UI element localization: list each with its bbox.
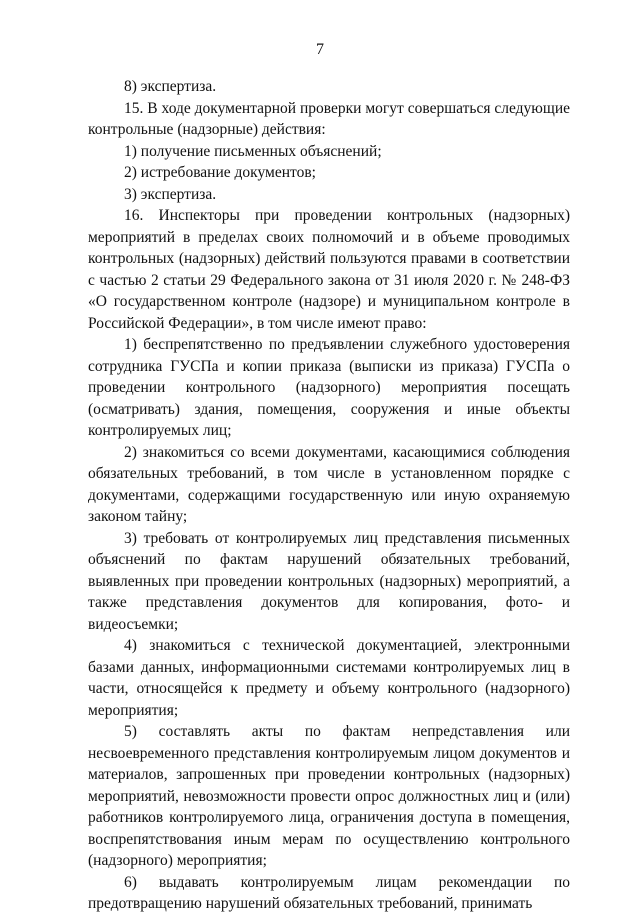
list-item-expertise-3: 3) экспертиза. [124,185,217,203]
list-item-expertise-8: 8) экспертиза. [124,78,217,95]
page-number: 7 [316,41,324,58]
right-item-1: 1) беспрепятственно по предъявлении служебного удостоверения сотрудника ГУСПа и копии приказа (выписки из приказа) ГУСПа о проведении контрольного (надзорного) мероприятия посещать (осматривать) здания, помещения, сооружения и иные объекты контролируемых лиц; [88,336,570,439]
list-item-document-request: 2) истребование документов; [124,164,316,181]
right-item-4: 4) знакомиться с технической документацией, электронными базами данных, информационными системами контролируемых лиц в части, относящейся к предмету и объему контрольного (надзорного) мероприятия; [88,637,570,719]
document-body [88,76,570,915]
right-item-3: 3) требовать от контролируемых лиц представления письменных объяснений по фактам нарушений обязательных требований, выявленных при проведении контрольных (надзорных) мероприятий, а также представления документов для копирования, фото- и видеосъемки; [88,529,570,633]
paragraph-16: 16. Инспекторы при проведении контрольных (надзорных) мероприятий в пределах своих полномочий и в объеме проводимых контрольных (надзорных) действий пользуются правами в соответствии с частью 2 статьи 29 Федерального закона от 31 июля 2020 г. № 248-ФЗ «О государственном контроле (надзоре) и муниципальном контроле в Российской Федерации», в том числе имеют право: [88,207,570,332]
right-item-5: 5) составлять акты по фактам непредставления или несвоевременного представления контролируемым лицом документов и материалов, запрошенных при проведении контрольных (надзорных) мероприятий, невозможности провести опрос должностных лиц и (или) работников контролируемого лица, ограничения доступа в помещения, воспрепятствования иным мерам по осуществлению контрольного (надзорного) мероприятия; [88,723,570,869]
right-item-6: 6) выдавать контролируемым лицам рекомендации по предотвращению нарушений обязательных требований, принимать [88,873,570,912]
right-item-2: 2) знакомиться со всеми документами, касающимися соблюдения обязательных требований, в том числе в установленном порядке с документами, содержащими государственную или иную охраняемую законом тайну; [88,443,570,525]
list-item-written-explanations: 1) получение письменных объяснений; [124,142,382,160]
paragraph-15: 15. В ходе документарной проверки могут совершаться следующие контрольные (надзорные) действия: [88,99,570,138]
